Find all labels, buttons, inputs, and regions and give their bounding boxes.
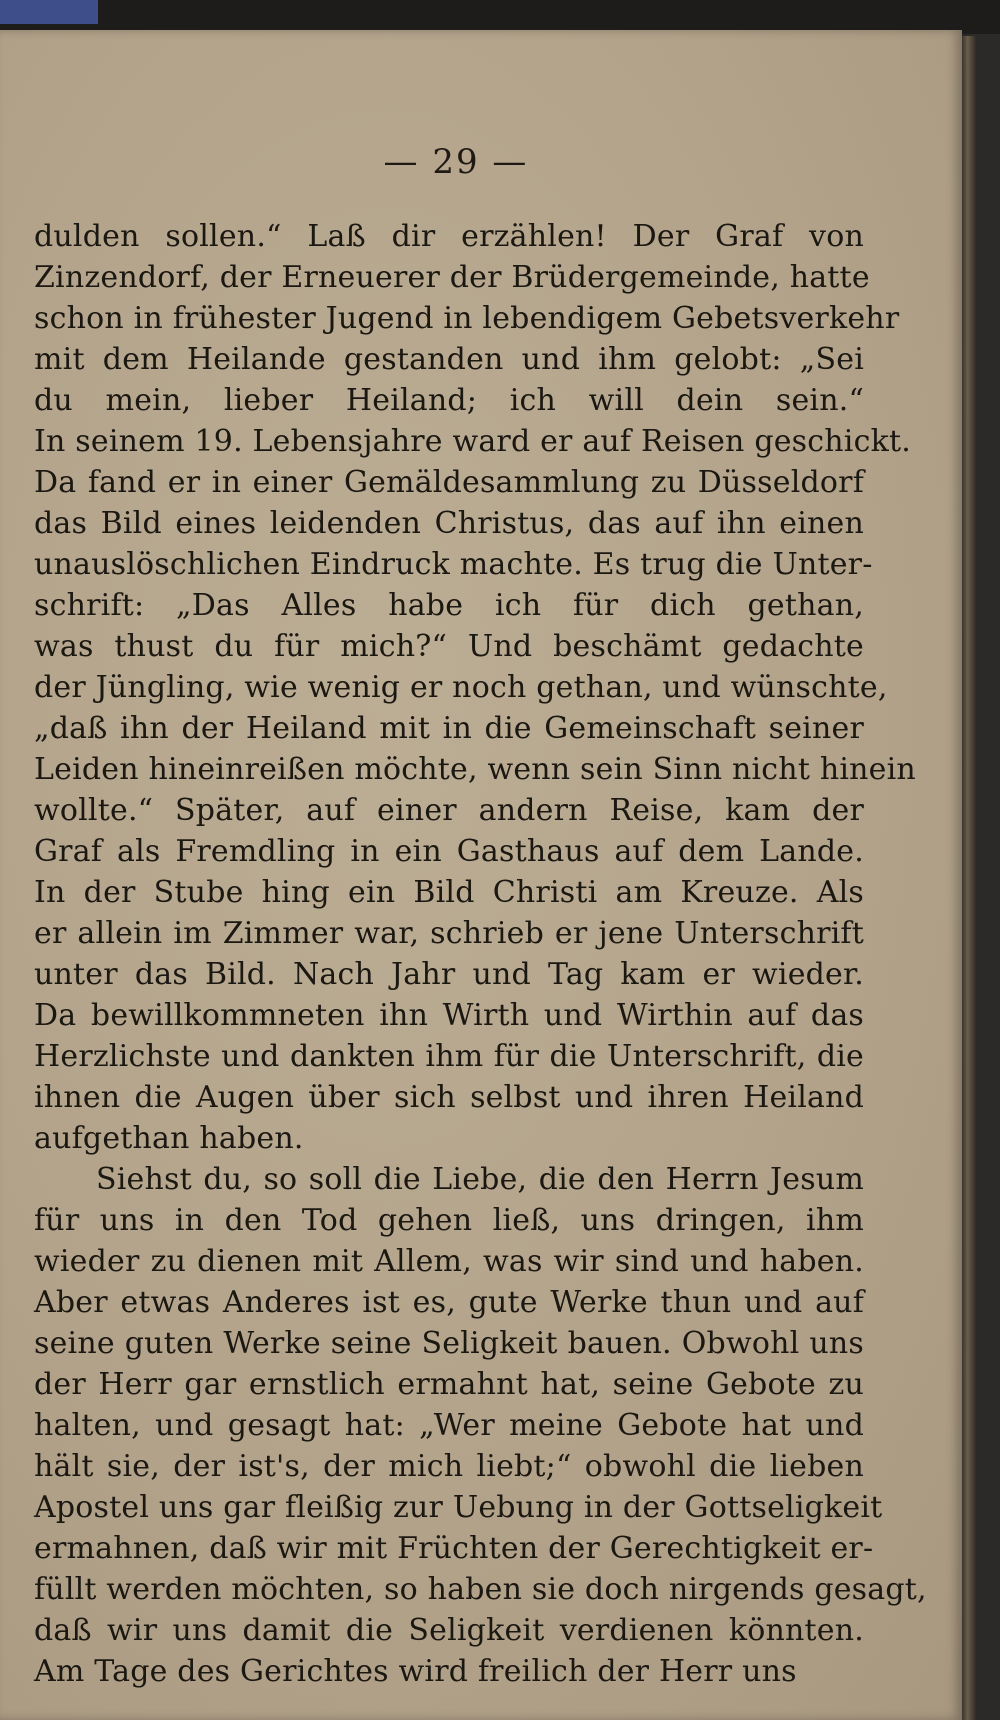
- text-line: seine guten Werke seine Seligkeit bauen. Obwohl uns: [34, 1326, 864, 1361]
- text-line: hält sie, der ist's, der mich liebt;“ obwohl die lieben: [34, 1449, 864, 1484]
- text-line: ihnen die Augen über sich selbst und ihren Heiland: [34, 1080, 864, 1115]
- text-line: dulden sollen.“ Laß dir erzählen! Der Graf von: [34, 219, 864, 254]
- text-line: Am Tage des Gerichtes wird freilich der Herr uns: [34, 1654, 797, 1689]
- scan-background-right: [976, 36, 1000, 1720]
- text-line: wieder zu dienen mit Allem, was wir sind und haben.: [34, 1244, 864, 1279]
- book-page: [0, 30, 962, 1720]
- text-line: unter das Bild. Nach Jahr und Tag kam er wieder.: [34, 957, 864, 992]
- text-line: Da fand er in einer Gemäldesammlung zu Düsseldorf: [34, 465, 864, 500]
- text-line: Siehst du, so soll die Liebe, die den Herrn Jesum: [96, 1162, 864, 1197]
- scan-color-tab: [0, 0, 98, 24]
- text-line: wollte.“ Später, auf einer andern Reise, kam der: [34, 793, 864, 828]
- text-line: er allein im Zimmer war, schrieb er jene Unterschrift: [34, 916, 864, 951]
- text-line: was thust du für mich?“ Und beschämt gedachte: [34, 629, 864, 664]
- text-line: In der Stube hing ein Bild Christi am Kreuze. Als: [34, 875, 864, 910]
- text-line: Aber etwas Anderes ist es, gute Werke thun und auf: [34, 1285, 864, 1320]
- text-line: füllt werden möchten, so haben sie doch nirgends gesagt,: [34, 1572, 927, 1607]
- text-line: ermahnen, daß wir mit Früchten der Gerechtigkeit er-: [34, 1531, 874, 1566]
- page-edge: [962, 36, 976, 1720]
- text-line: „daß ihn der Heiland mit in die Gemeinschaft seiner: [34, 711, 864, 746]
- body-text: [34, 216, 927, 1692]
- text-line: für uns in den Tod gehen ließ, uns dringen, ihm: [34, 1203, 864, 1238]
- text-line: der Jüngling, wie wenig er noch gethan, und wünschte,: [34, 670, 888, 705]
- text-line: Apostel uns gar fleißig zur Uebung in der Gottseligkeit: [34, 1490, 883, 1525]
- page-number: — 29 —: [383, 142, 529, 182]
- text-line: schrift: „Das Alles habe ich für dich gethan,: [34, 588, 864, 623]
- text-line: Graf als Fremdling in ein Gasthaus auf dem Lande.: [34, 834, 864, 869]
- text-line: schon in frühester Jugend in lebendigem Gebetsverkehr: [34, 301, 900, 336]
- text-line: aufgethan haben.: [34, 1121, 304, 1156]
- text-line: daß wir uns damit die Seligkeit verdienen könnten.: [34, 1613, 864, 1648]
- text-line: mit dem Heilande gestanden und ihm gelobt: „Sei: [34, 342, 864, 377]
- text-line: In seinem 19. Lebensjahre ward er auf Reisen geschickt.: [34, 424, 911, 459]
- text-line: Herzlichste und dankten ihm für die Unterschrift, die: [34, 1039, 864, 1074]
- text-line: Leiden hineinreißen möchte, wenn sein Sinn nicht hinein: [34, 752, 916, 787]
- text-line: das Bild eines leidenden Christus, das auf ihn einen: [34, 506, 864, 541]
- text-line: Da bewillkommneten ihn Wirth und Wirthin auf das: [34, 998, 864, 1033]
- text-line: Zinzendorf, der Erneuerer der Brüdergemeinde, hatte: [34, 260, 870, 295]
- text-line: der Herr gar ernstlich ermahnt hat, seine Gebote zu: [34, 1367, 864, 1402]
- text-line: halten, und gesagt hat: „Wer meine Gebote hat und: [34, 1408, 864, 1443]
- scan-background: [0, 0, 1000, 34]
- text-line: du mein, lieber Heiland; ich will dein sein.“: [34, 383, 864, 418]
- text-line: unauslöschlichen Eindruck machte. Es trug die Unter-: [34, 547, 873, 582]
